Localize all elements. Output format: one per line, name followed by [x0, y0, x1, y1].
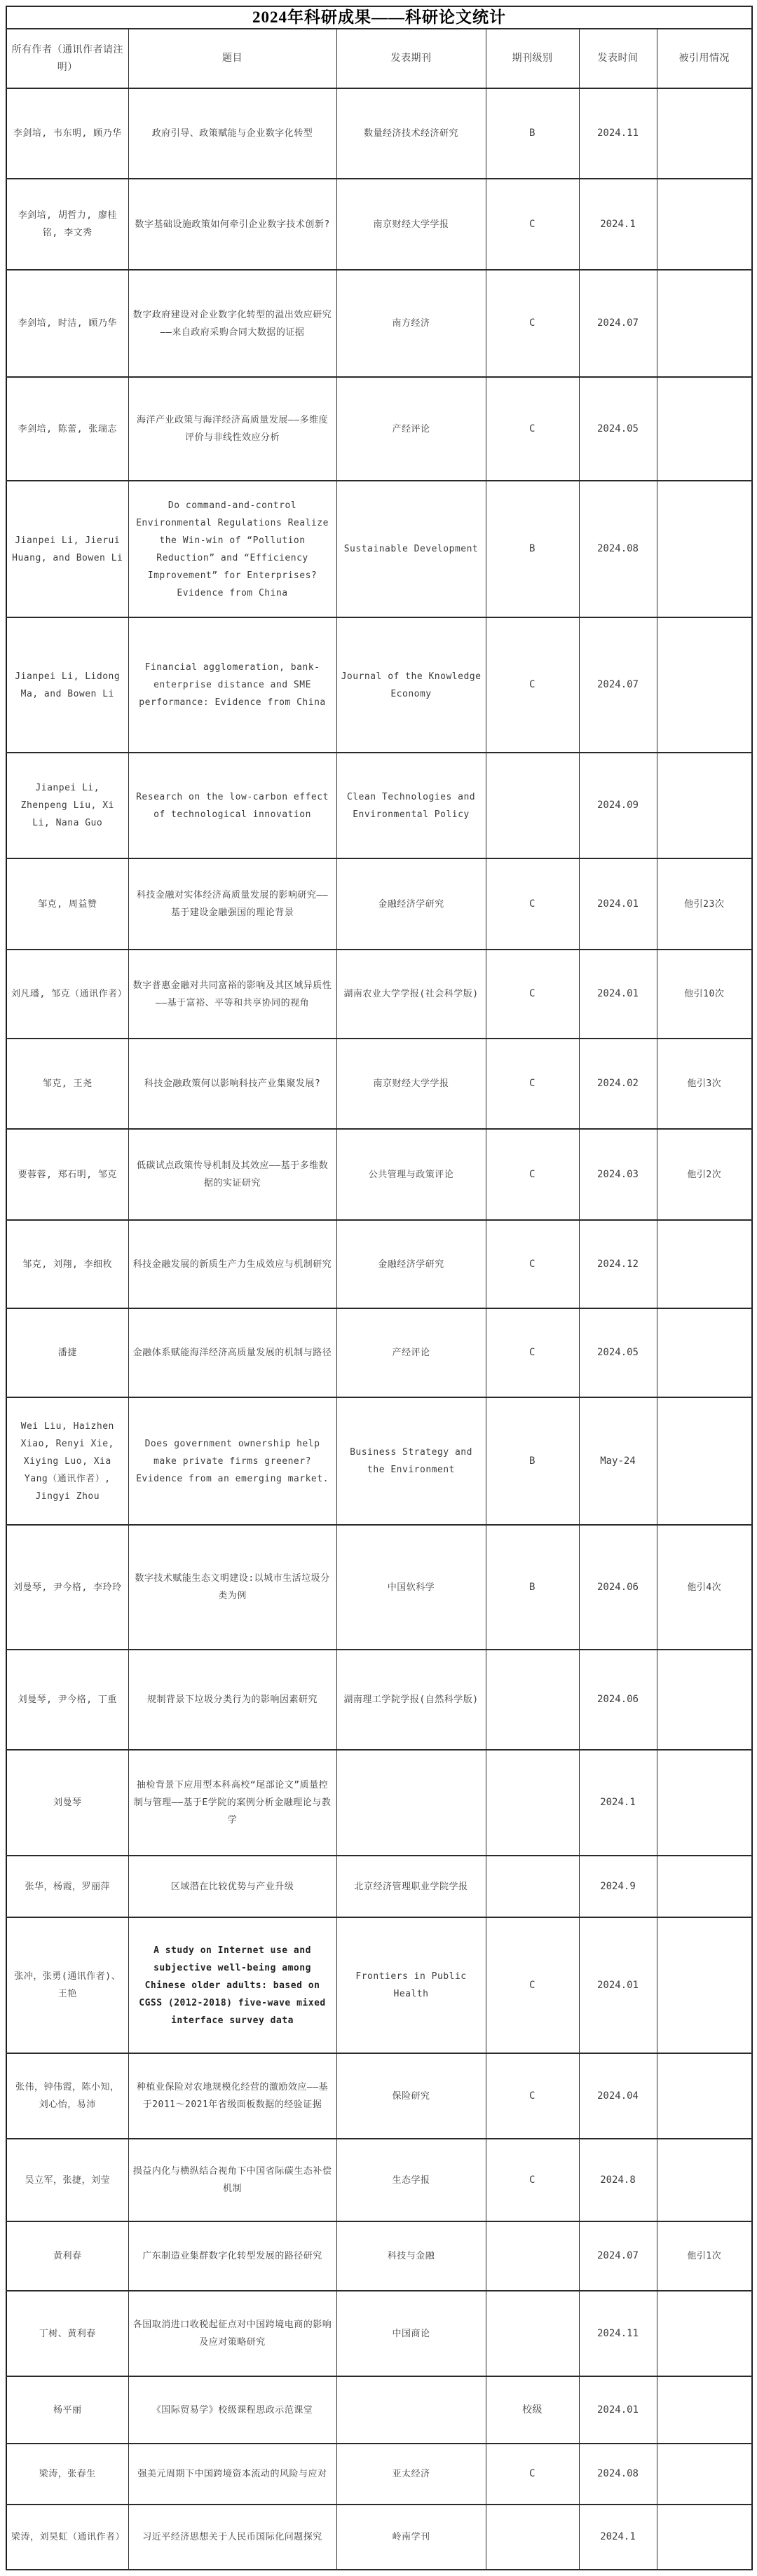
table-row: [6, 2221, 752, 2291]
date-cell: 2024.06: [579, 1525, 657, 1650]
citation-cell: [657, 2444, 752, 2505]
title-row: [6, 6, 752, 29]
title-cell: 种植业保险对农地规模化经营的激励效应——基于2011～2021年省级面板数据的经验证据: [128, 2053, 336, 2139]
level-cell: C: [486, 617, 579, 753]
citation-cell: [657, 1397, 752, 1525]
authors-cell: 刘曼琴: [6, 1750, 128, 1856]
journal-cell: Business Strategy and the Environment: [336, 1397, 486, 1525]
authors-cell: 刘曼琴, 尹今格, 李玲玲: [6, 1525, 128, 1650]
column-header-authors: 所有作者（通讯作者请注明）: [6, 29, 128, 88]
journal-cell: 科技与金融: [336, 2221, 486, 2291]
title-cell: Financial agglomeration, bank-enterprise distance and SME performance: Evidence from China: [128, 617, 336, 753]
level-cell: C: [486, 1308, 579, 1397]
date-cell: 2024.04: [579, 2053, 657, 2139]
title-cell: 各国取消进口收税起征点对中国跨境电商的影响及应对策略研究: [128, 2291, 336, 2376]
authors-cell: 邹克, 刘翔, 李细枚: [6, 1220, 128, 1308]
column-header-date: 发表时间: [579, 29, 657, 88]
level-cell: C: [486, 2139, 579, 2221]
date-cell: 2024.09: [579, 753, 657, 858]
column-header-citation: 被引用情况: [657, 29, 752, 88]
date-cell: 2024.07: [579, 270, 657, 377]
table-row: [6, 753, 752, 858]
level-cell: C: [486, 950, 579, 1039]
column-header-journal: 发表期刊: [336, 29, 486, 88]
level-cell: B: [486, 88, 579, 179]
date-cell: 2024.08: [579, 2444, 657, 2505]
title-cell: 科技金融政策何以影响科技产业集聚发展?: [128, 1039, 336, 1129]
journal-cell: 湖南农业大学学报(社会科学版): [336, 950, 486, 1039]
date-cell: 2024.01: [579, 858, 657, 950]
journal-cell: Sustainable Development: [336, 481, 486, 617]
title-cell: Does government ownership help make private firms greener? Evidence from an emerging market.: [128, 1397, 336, 1525]
journal-cell: 金融经济学研究: [336, 858, 486, 950]
title-cell: 损益内化与横纵结合视角下中国省际碳生态补偿机制: [128, 2139, 336, 2221]
citation-cell: 他引23次: [657, 858, 752, 950]
citation-cell: [657, 270, 752, 377]
authors-cell: 李剑培, 时洁, 顾乃华: [6, 270, 128, 377]
journal-cell: 公共管理与政策评论: [336, 1129, 486, 1220]
page-title: 2024年科研成果——科研论文统计: [6, 6, 752, 29]
citation-cell: [657, 1308, 752, 1397]
citation-cell: [657, 753, 752, 858]
level-cell: [486, 1750, 579, 1856]
table-row: [6, 2444, 752, 2505]
journal-cell: 中国商论: [336, 2291, 486, 2376]
date-cell: 2024.05: [579, 1308, 657, 1397]
authors-cell: 吴立军，张捷，刘莹: [6, 2139, 128, 2221]
journal-cell: [336, 2376, 486, 2444]
title-cell: A study on Internet use and subjective well-being among Chinese older adults: based on CGSS (2012-2018) five-wave mixed interface survey data: [128, 1917, 336, 2053]
level-cell: B: [486, 1397, 579, 1525]
title-cell: 抽检背景下应用型本科高校“尾部论文”质量控制与管理——基于E学院的案例分析金融理论与教学: [128, 1750, 336, 1856]
level-cell: 校级: [486, 2376, 579, 2444]
authors-cell: 黄利春: [6, 2221, 128, 2291]
journal-cell: 金融经济学研究: [336, 1220, 486, 1308]
title-cell: 广东制造业集群数字化转型发展的路径研究: [128, 2221, 336, 2291]
date-cell: 2024.8: [579, 2139, 657, 2221]
date-cell: 2024.1: [579, 179, 657, 270]
date-cell: 2024.01: [579, 950, 657, 1039]
date-cell: 2024.01: [579, 1917, 657, 2053]
citation-cell: [657, 2053, 752, 2139]
level-cell: C: [486, 2053, 579, 2139]
title-cell: 规制背景下垃圾分类行为的影响因素研究: [128, 1650, 336, 1750]
table-row: [6, 88, 752, 179]
table-row: [6, 1917, 752, 2053]
title-cell: 金融体系赋能海洋经济高质量发展的机制与路径: [128, 1308, 336, 1397]
citation-cell: [657, 88, 752, 179]
table-row: [6, 1220, 752, 1308]
authors-cell: 潘捷: [6, 1308, 128, 1397]
journal-cell: 数量经济技术经济研究: [336, 88, 486, 179]
citation-cell: [657, 1856, 752, 1917]
journal-cell: 北京经济管理职业学院学报: [336, 1856, 486, 1917]
journal-cell: Clean Technologies and Environmental Policy: [336, 753, 486, 858]
level-cell: C: [486, 179, 579, 270]
title-cell: 习近平经济思想关于人民币国际化问题探究: [128, 2505, 336, 2570]
date-cell: 2024.1: [579, 1750, 657, 1856]
table-row: [6, 1397, 752, 1525]
citation-cell: [657, 1750, 752, 1856]
citation-cell: 他引3次: [657, 1039, 752, 1129]
date-cell: May-24: [579, 1397, 657, 1525]
table-head: [6, 6, 752, 88]
date-cell: 2024.01: [579, 2376, 657, 2444]
level-cell: C: [486, 1917, 579, 2053]
journal-cell: 南京财经大学学报: [336, 179, 486, 270]
journal-cell: 南京财经大学学报: [336, 1039, 486, 1129]
citation-cell: [657, 377, 752, 481]
authors-cell: 刘曼琴, 尹今格, 丁重: [6, 1650, 128, 1750]
table-row: [6, 950, 752, 1039]
level-cell: C: [486, 1039, 579, 1129]
date-cell: 2024.08: [579, 481, 657, 617]
journal-cell: 中国软科学: [336, 1525, 486, 1650]
level-cell: [486, 1856, 579, 1917]
date-cell: 2024.11: [579, 2291, 657, 2376]
table-row: [6, 1650, 752, 1750]
table-row: [6, 1525, 752, 1650]
title-cell: 数字政府建设对企业数字化转型的溢出效应研究——来自政府采购合同大数据的证据: [128, 270, 336, 377]
title-cell: 《国际贸易学》校级课程思政示范课堂: [128, 2376, 336, 2444]
table-row: [6, 1856, 752, 1917]
title-cell: 数字普惠金融对共同富裕的影响及其区域异质性——基于富裕、平等和共享协同的视角: [128, 950, 336, 1039]
date-cell: 2024.9: [579, 1856, 657, 1917]
citation-cell: 他引4次: [657, 1525, 752, 1650]
citation-cell: [657, 1917, 752, 2053]
authors-cell: 丁树、黄利春: [6, 2291, 128, 2376]
journal-cell: Frontiers in Public Health: [336, 1917, 486, 2053]
journal-cell: 亚太经济: [336, 2444, 486, 2505]
table-row: [6, 1308, 752, 1397]
citation-cell: 他引1次: [657, 2221, 752, 2291]
papers-table: [6, 6, 753, 2570]
journal-cell: 湖南理工学院学报(自然科学版): [336, 1650, 486, 1750]
table-row: [6, 2505, 752, 2570]
title-cell: 科技金融对实体经济高质量发展的影响研究——基于建设金融强国的理论背景: [128, 858, 336, 950]
journal-cell: 生态学报: [336, 2139, 486, 2221]
citation-cell: [657, 2505, 752, 2570]
level-cell: C: [486, 1129, 579, 1220]
authors-cell: 李剑培, 胡哲力, 廖桂铭, 李文秀: [6, 179, 128, 270]
title-cell: 强美元周期下中国跨境资本流动的风险与应对: [128, 2444, 336, 2505]
date-cell: 2024.06: [579, 1650, 657, 1750]
citation-cell: [657, 617, 752, 753]
citation-cell: [657, 481, 752, 617]
table-row: [6, 2291, 752, 2376]
date-cell: 2024.05: [579, 377, 657, 481]
authors-cell: 刘凡璠, 邹克（通讯作者）: [6, 950, 128, 1039]
authors-cell: Jianpei Li, Jierui Huang, and Bowen Li: [6, 481, 128, 617]
table-row: [6, 1129, 752, 1220]
date-cell: 2024.07: [579, 617, 657, 753]
table-row: [6, 2139, 752, 2221]
title-cell: Research on the low-carbon effect of technological innovation: [128, 753, 336, 858]
level-cell: [486, 753, 579, 858]
journal-cell: 产经评论: [336, 1308, 486, 1397]
authors-cell: Jianpei Li, Lidong Ma, and Bowen Li: [6, 617, 128, 753]
table-row: [6, 270, 752, 377]
table-row: [6, 377, 752, 481]
authors-cell: 李剑培, 韦东明, 顾乃华: [6, 88, 128, 179]
level-cell: [486, 2291, 579, 2376]
table-row: [6, 617, 752, 753]
journal-cell: 岭南学刊: [336, 2505, 486, 2570]
header-row: [6, 29, 752, 88]
title-cell: 科技金融发展的新质生产力生成效应与机制研究: [128, 1220, 336, 1308]
authors-cell: 李剑培, 陈蕾, 张瑞志: [6, 377, 128, 481]
title-cell: 低碳试点政策传导机制及其效应——基于多维数据的实证研究: [128, 1129, 336, 1220]
title-cell: Do command-and-control Environmental Regulations Realize the Win-win of “Pollution Reduction” and “Efficiency Improvement” for Enterprises? Evidence from China: [128, 481, 336, 617]
table-row: [6, 481, 752, 617]
journal-cell: 南方经济: [336, 270, 486, 377]
authors-cell: 张伟，钟伟霞，陈小知，刘心怡，易沛: [6, 2053, 128, 2139]
citation-cell: [657, 2291, 752, 2376]
date-cell: 2024.02: [579, 1039, 657, 1129]
journal-cell: Journal of the Knowledge Economy: [336, 617, 486, 753]
table-row: [6, 2053, 752, 2139]
authors-cell: 梁涛，张春生: [6, 2444, 128, 2505]
citation-cell: [657, 1650, 752, 1750]
level-cell: [486, 2505, 579, 2570]
authors-cell: 邹克, 王尧: [6, 1039, 128, 1129]
authors-cell: Jianpei Li, Zhenpeng Liu, Xi Li, Nana Guo: [6, 753, 128, 858]
column-header-level: 期刊级别: [486, 29, 579, 88]
authors-cell: 杨平丽: [6, 2376, 128, 2444]
level-cell: B: [486, 1525, 579, 1650]
date-cell: 2024.07: [579, 2221, 657, 2291]
authors-cell: 张冲，张勇(通讯作者)、王艳: [6, 1917, 128, 2053]
citation-cell: [657, 2139, 752, 2221]
citation-cell: 他引10次: [657, 950, 752, 1039]
citation-cell: [657, 2376, 752, 2444]
title-cell: 数字技术赋能生态文明建设:以城市生活垃圾分类为例: [128, 1525, 336, 1650]
date-cell: 2024.1: [579, 2505, 657, 2570]
journal-cell: [336, 1750, 486, 1856]
level-cell: C: [486, 858, 579, 950]
title-cell: 数字基础设施政策如何牵引企业数字技术创新?: [128, 179, 336, 270]
level-cell: [486, 2221, 579, 2291]
title-cell: 海洋产业政策与海洋经济高质量发展——多维度评价与非线性效应分析: [128, 377, 336, 481]
authors-cell: 梁涛，刘昊虹（通讯作者）: [6, 2505, 128, 2570]
level-cell: C: [486, 377, 579, 481]
authors-cell: 要蓉蓉, 郑石明, 邹克: [6, 1129, 128, 1220]
table-row: [6, 2376, 752, 2444]
table-row: [6, 179, 752, 270]
authors-cell: 张华，杨霞，罗丽萍: [6, 1856, 128, 1917]
date-cell: 2024.03: [579, 1129, 657, 1220]
date-cell: 2024.12: [579, 1220, 657, 1308]
authors-cell: 邹克, 周益赞: [6, 858, 128, 950]
level-cell: C: [486, 1220, 579, 1308]
level-cell: C: [486, 2444, 579, 2505]
journal-cell: 保险研究: [336, 2053, 486, 2139]
level-cell: [486, 1650, 579, 1750]
citation-cell: [657, 1220, 752, 1308]
journal-cell: 产经评论: [336, 377, 486, 481]
date-cell: 2024.11: [579, 88, 657, 179]
citation-cell: 他引2次: [657, 1129, 752, 1220]
column-header-title: 题目: [128, 29, 336, 88]
authors-cell: Wei Liu, Haizhen Xiao, Renyi Xie, Xiying Luo, Xia Yang（通讯作者）, Jingyi Zhou: [6, 1397, 128, 1525]
table-body: [6, 88, 752, 2570]
level-cell: B: [486, 481, 579, 617]
table-row: [6, 1750, 752, 1856]
title-cell: 区域潜在比较优势与产业升级: [128, 1856, 336, 1917]
table-row: [6, 1039, 752, 1129]
citation-cell: [657, 179, 752, 270]
title-cell: 政府引导、政策赋能与企业数字化转型: [128, 88, 336, 179]
table-row: [6, 858, 752, 950]
level-cell: C: [486, 270, 579, 377]
